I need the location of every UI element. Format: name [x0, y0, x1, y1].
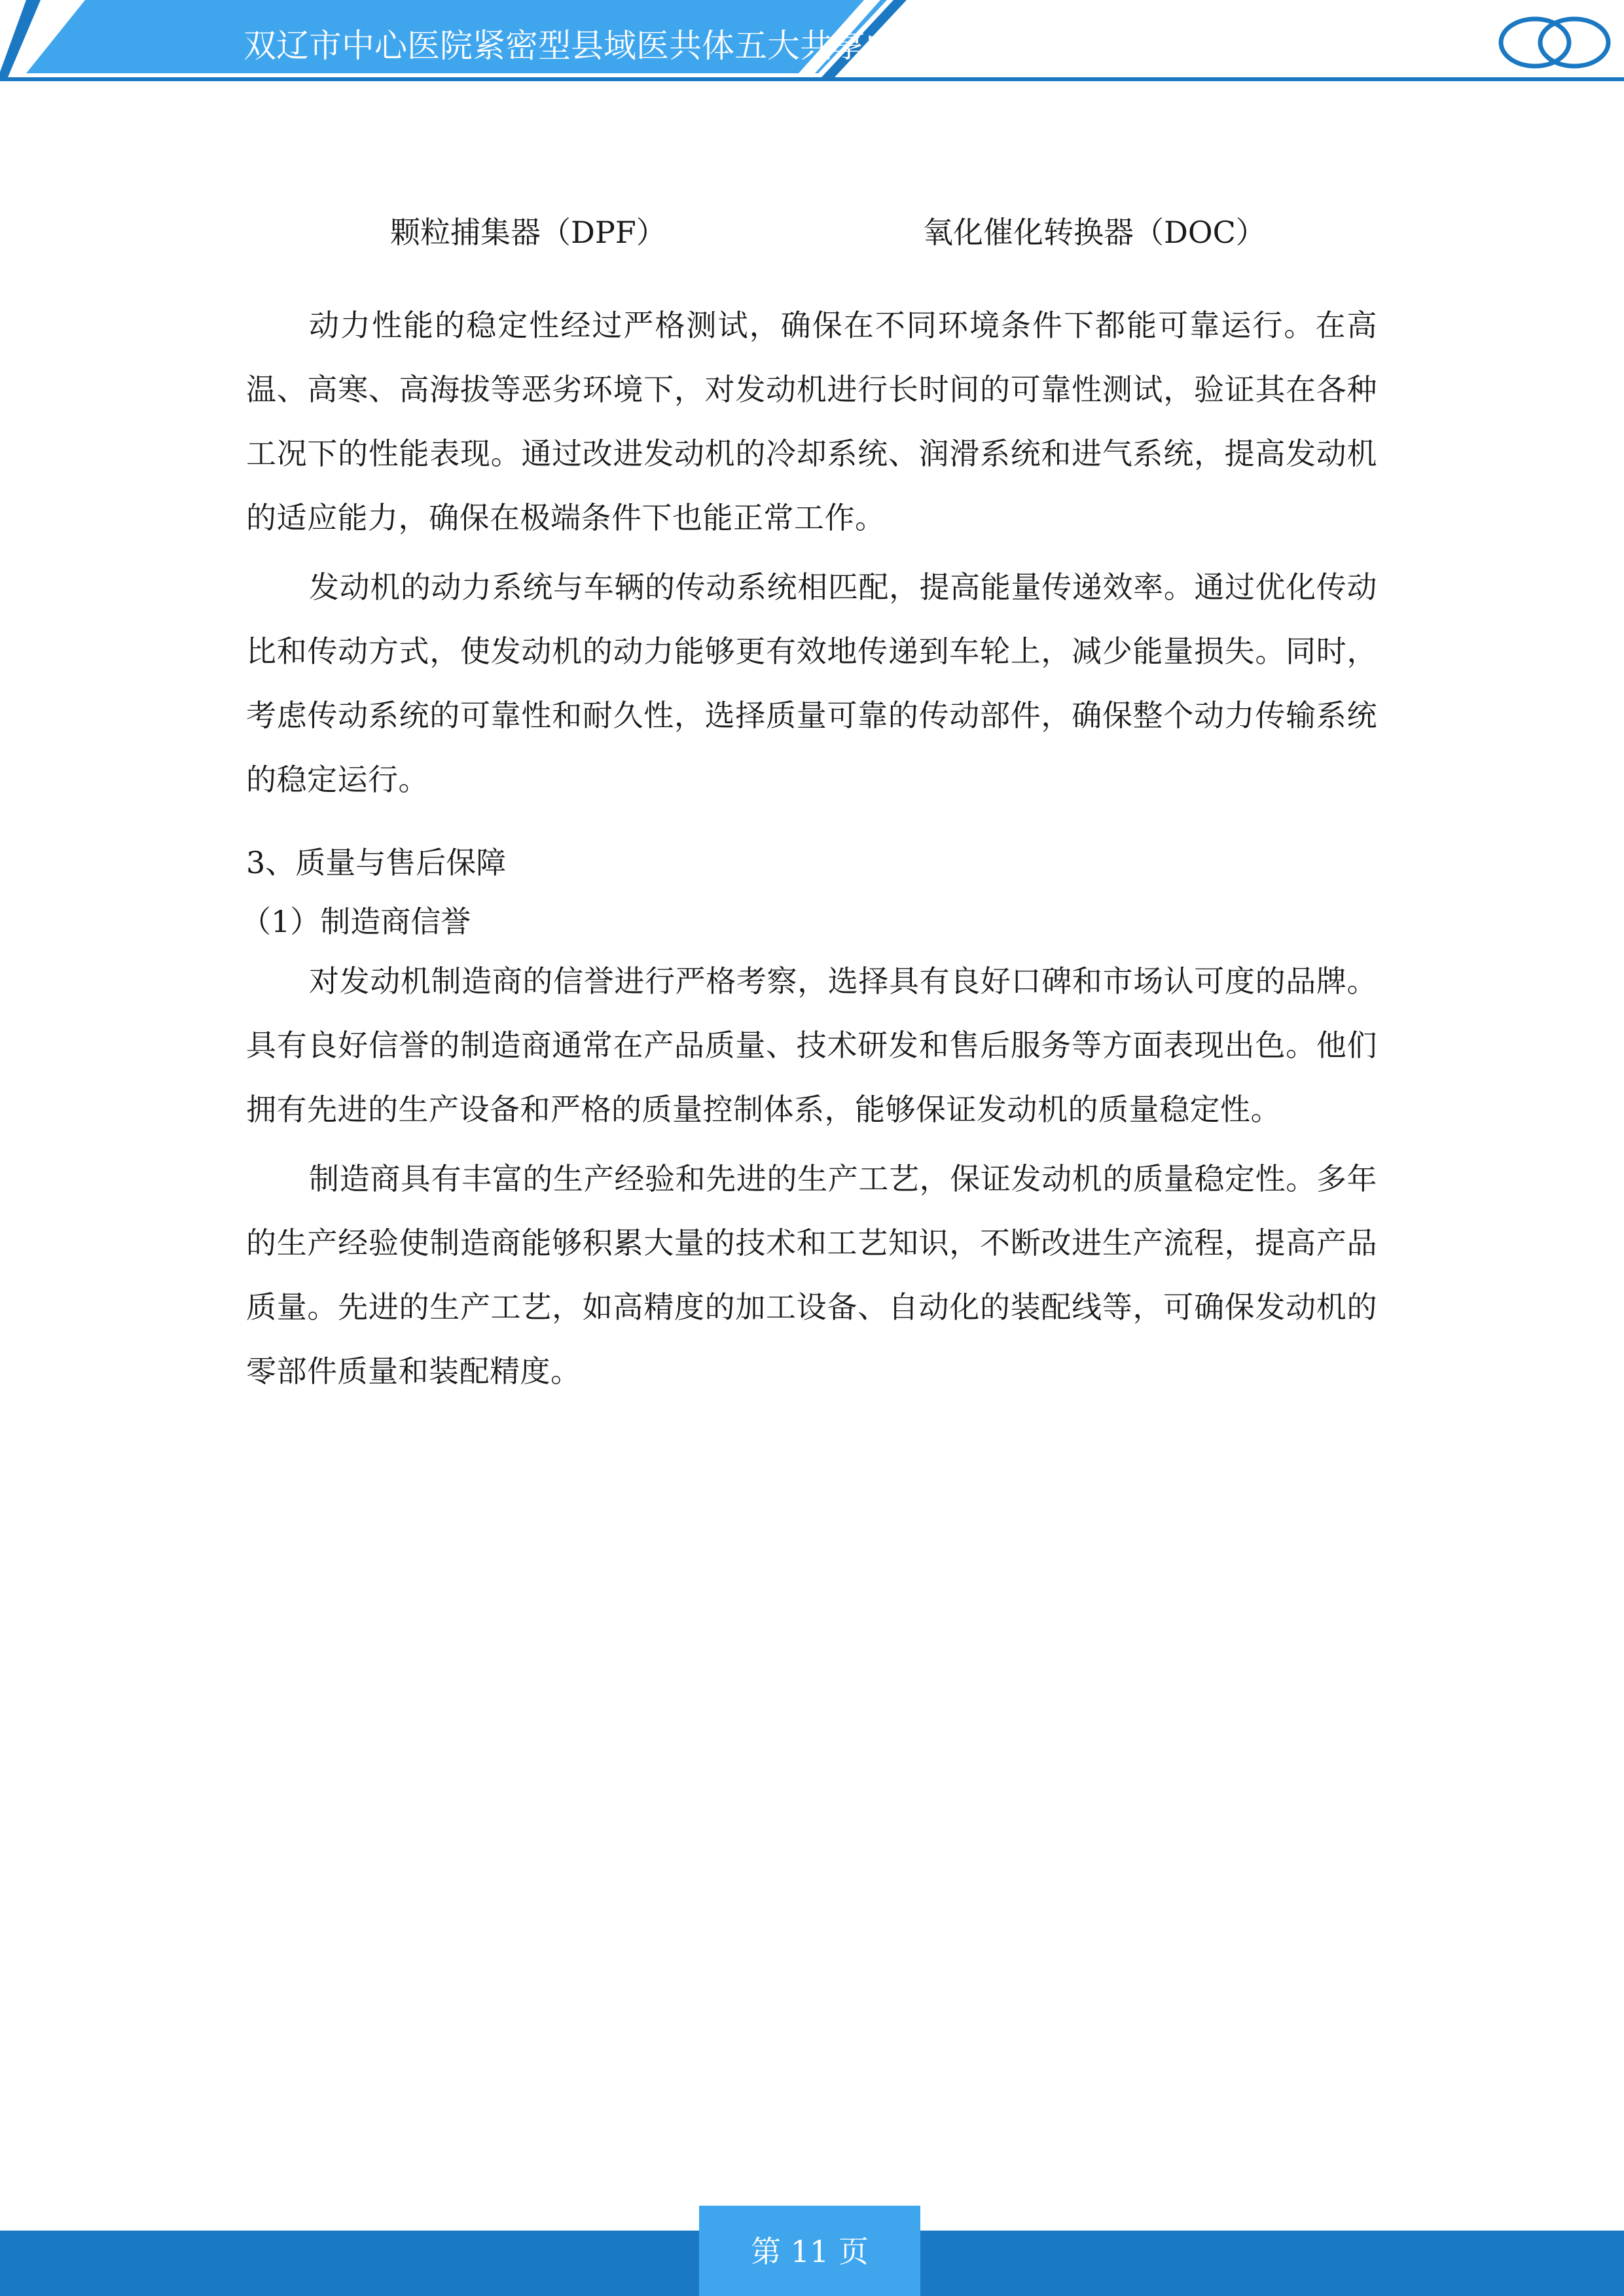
- paragraph-power-stability: 动力性能的稳定性经过严格测试，确保在不同环境条件下都能可靠运行。在高温、高寒、高海拔等恶劣环境下，对发动机进行长时间的可靠性测试，验证其在各种工况下的性能表现。通过改进发动机的冷却系统、润滑系统和进气系统，提高发动机的适应能力，确保在极端条件下也能正常工作。: [246, 308, 1377, 535]
- paragraph-transmission-matching: 发动机的动力系统与车辆的传动系统相匹配，提高能量传递效率。通过优化传动比和传动方式，使发动机的动力能够更有效地传递到车轮上，减少能量损失。同时，考虑传动系统的可靠性和耐久性，选择质量可靠的传动部件，确保整个动力传输系统的稳定运行。: [246, 569, 1377, 797]
- header-underline: [0, 77, 1624, 81]
- paragraph-manufacturer-reputation: 对发动机制造商的信誉进行严格考察，选择具有良好口碑和市场认可度的品牌。具有良好信誉的制造商通常在产品质量、技术研发和售后服务等方面表现出色。他们拥有先进的生产设备和严格的质量控制体系，能够保证发动机的质量稳定性。: [246, 963, 1377, 1127]
- page-number: 第 11 页: [751, 2234, 869, 2269]
- page-header: [0, 0, 1624, 85]
- double-ring-logo-icon: [1492, 13, 1617, 72]
- figure-caption-doc: 氧化催化转换器（DOC）: [923, 215, 1266, 250]
- subsection-heading-manufacturer-reputation: （1）制造商信誉: [241, 904, 471, 939]
- figure-caption-dpf: 颗粒捕集器（DPF）: [390, 215, 666, 250]
- document-body: [241, 293, 1377, 1403]
- header-title: 双辽市中心医院紧密型县域医共体五大共享中心建设项目可行性研究报告: [244, 27, 1291, 65]
- paragraph-manufacturing-experience: 制造商具有丰富的生产经验和先进的生产工艺，保证发动机的质量稳定性。多年的生产经验使制造商能够积累大量的技术和工艺知识，不断改进生产流程，提高产品质量。先进的生产工艺，如高精度的加工设备、自动化的装配线等，可确保发动机的零部件质量和装配精度。: [246, 1161, 1377, 1389]
- section-heading-quality-aftersales: 3、质量与售后保障: [246, 845, 507, 880]
